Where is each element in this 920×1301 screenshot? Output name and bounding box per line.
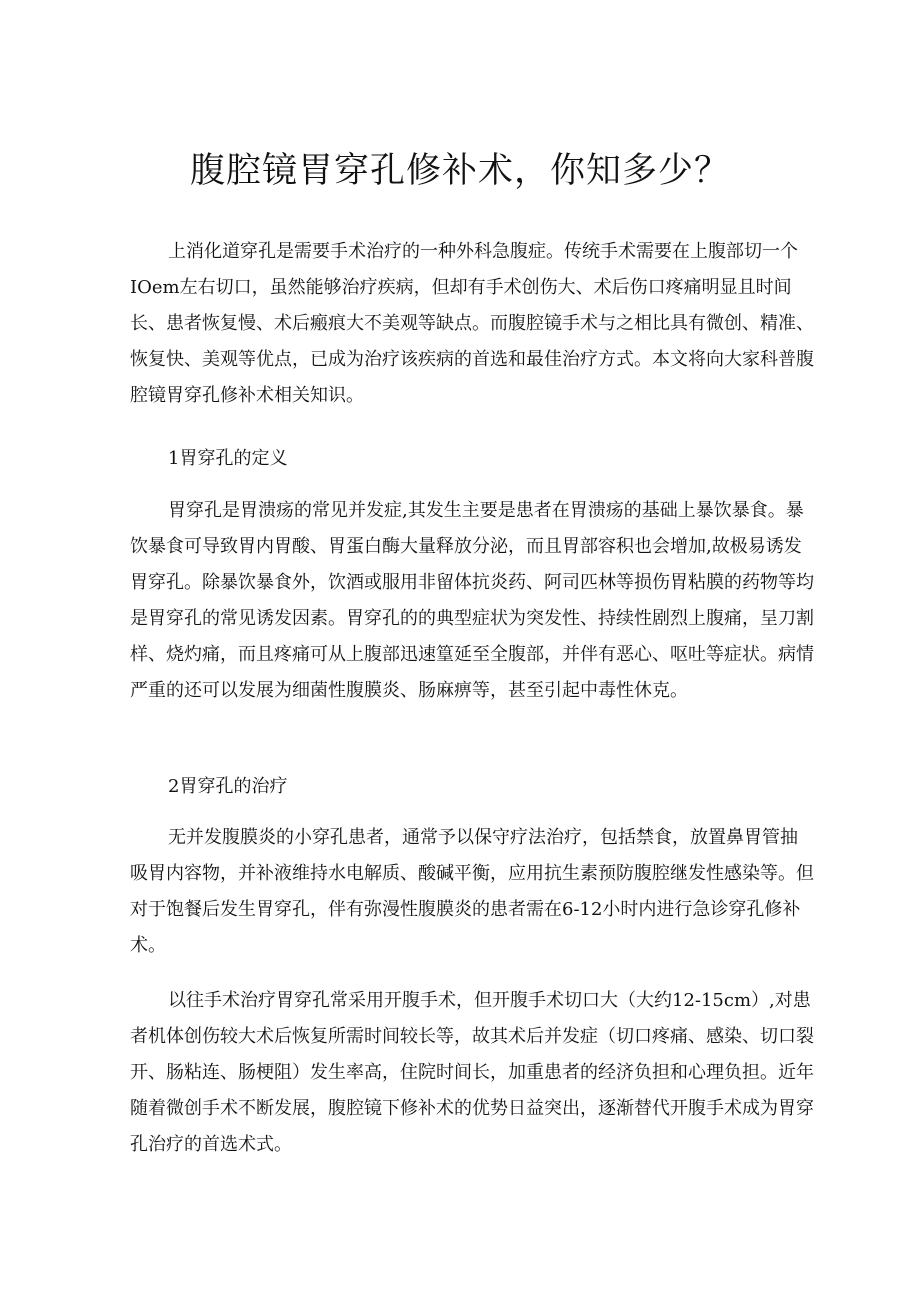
treatment-paragraph: 无并发腹膜炎的小穿孔患者，通常予以保守疗法治疗，包括禁食，放置鼻胃管抽吸胃内容物，并补液维持水电解质、酸碱平衡，应用抗生素预防腹腔继发性感染等。但对于饱餐后发生胃穿孔，伴有弥漫性腹膜炎的患者需在6-12小时内进行急诊穿孔修补术。 <box>130 827 814 956</box>
intro-paragraph: 上消化道穿孔是需要手术治疗的一种外科急腹症。传统手术需要在上腹部切一个IOem左右切口，虽然能够治疗疾病，但却有手术创伤大、术后伤口疼痛明显且时间长、患者恢复慢、术后瘢痕大不美观等缺点。而腹腔镜手术与之相比具有微创、精准、恢复快、美观等优点，已成为治疗该疾病的首选和最佳治疗方式。本文将向大家科普腹腔镜胃穿孔修补术相关知识。 <box>130 241 814 406</box>
definition-paragraph: 胃穿孔是胃溃疡的常见并发症,其发生主要是患者在胃溃疡的基础上暴饮暴食。暴饮暴食可导致胃内胃酸、胃蛋白酶大量释放分泌，而且胃部容积也会增加,故极易诱发胃穿孔。除暴饮暴食外，饮酒或服用非留体抗炎药、阿司匹林等损伤胃粘膜的药物等均是胃穿孔的常见诱发因素。胃穿孔的的典型症状为突发性、持续性剧烈上腹痛，呈刀割样、烧灼痛，而且疼痛可从上腹部迅速篁延至全腹部，并伴有恶心、呕吐等症状。病情严重的还可以发展为细菌性腹膜炎、肠麻痹等，甚至引起中毒性休克。 <box>130 500 814 701</box>
section-heading-definition: 1胃穿孔的定义 <box>168 448 288 469</box>
section-heading-treatment: 2胃穿孔的治疗 <box>168 776 288 797</box>
document-title: 腹腔镜胃穿孔修补术，你知多少？ <box>189 151 730 191</box>
surgery-paragraph: 以往手术治疗胃穿孔常采用开腹手术，但开腹手术切口大（大约12-15cm）,对患者机体创伤较大术后恢复所需时间较长等，故其术后并发症（切口疼痛、感染、切口裂开、肠粘连、肠梗阻）发生率高，住院时间长，加重患者的经济负担和心理负担。近年随着微创手术不断发展，腹腔镜下修补术的优势日益突出，逐渐替代开腹手术成为胃穿孔治疗的首选术式。 <box>130 990 814 1155</box>
